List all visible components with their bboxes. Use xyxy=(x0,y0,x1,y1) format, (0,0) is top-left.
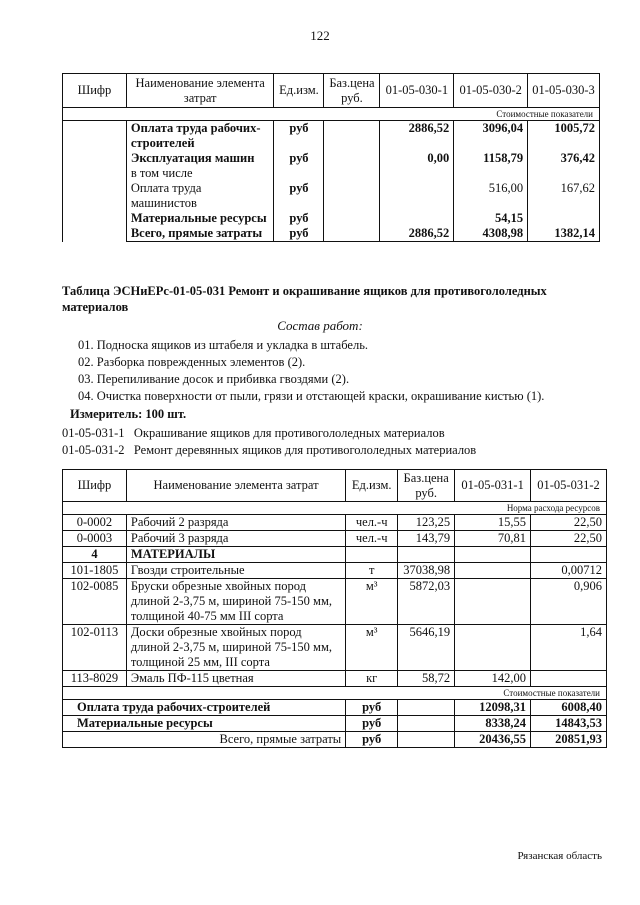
value-cell: 22,50 xyxy=(531,515,607,531)
materials-header-row xyxy=(63,547,607,563)
unit-cell: руб xyxy=(274,226,324,242)
value-cell xyxy=(528,166,600,181)
total-row xyxy=(63,732,607,748)
value-cell: 2886,52 xyxy=(380,226,454,242)
table-row xyxy=(63,226,600,242)
value-cell: 15,55 xyxy=(455,515,531,531)
unit-cell: руб xyxy=(274,181,324,211)
empty-cell xyxy=(531,547,607,563)
total-row xyxy=(63,716,607,732)
name-cell: Материальные ресурсы xyxy=(126,211,274,226)
unit-cell: т xyxy=(346,563,398,579)
col-header-name: Наименование элемента затрат xyxy=(126,470,345,502)
value-cell xyxy=(455,579,531,625)
empty-cell xyxy=(455,547,531,563)
price-cell xyxy=(398,732,455,748)
value-cell: 2886,52 xyxy=(380,121,454,152)
value-cell xyxy=(380,181,454,211)
norm-subheader-row xyxy=(63,502,607,515)
name-cell: Гвозди строительные xyxy=(126,563,345,579)
col-header-code: Шифр xyxy=(63,470,127,502)
col-header-unit: Ед.изм. xyxy=(274,74,324,108)
value-cell: 12098,31 xyxy=(455,700,531,716)
code-cell xyxy=(63,166,127,181)
value-cell: 70,81 xyxy=(455,531,531,547)
subheader-row xyxy=(63,108,600,121)
price-cell: 5872,03 xyxy=(398,579,455,625)
unit-cell: чел.-ч xyxy=(346,531,398,547)
footer-region: Рязанская область xyxy=(517,850,602,862)
unit-cell: руб xyxy=(274,211,324,226)
subheader-label: Норма расхода ресурсов xyxy=(63,502,607,515)
material-row xyxy=(63,671,607,687)
name-cell: Рабочий 2 разряда xyxy=(126,515,345,531)
value-cell xyxy=(531,671,607,687)
name-cell: Бруски обрезные хвойных пород длиной 2-3,75 м, шириной 75-150 мм, толщиной 40-75 мм III сорта xyxy=(126,579,345,625)
value-cell: 3096,04 xyxy=(454,121,528,152)
page-number: 122 xyxy=(310,28,330,43)
value-cell: 0,906 xyxy=(531,579,607,625)
operation-item: 03. Перепиливание досок и прибивка гвоздями (2). xyxy=(78,372,350,386)
unit-cell: м³ xyxy=(346,579,398,625)
materials-title: МАТЕРИАЛЫ xyxy=(126,547,345,563)
col-header-price: Баз.цена руб. xyxy=(398,470,455,502)
code-cell xyxy=(63,226,127,242)
value-cell: 8338,24 xyxy=(455,716,531,732)
value-cell: 376,42 xyxy=(528,151,600,166)
code-cell xyxy=(63,151,127,166)
subheader-label: Стоимостные показатели xyxy=(63,687,607,700)
price-cell xyxy=(324,166,380,181)
total-name: Всего, прямые затраты xyxy=(63,732,346,748)
price-cell xyxy=(324,181,380,211)
table-heading: Таблица ЭСНиЕРс-01-05-031 Ремонт и окрашивание ящиков для противогололедных материалов xyxy=(62,284,547,314)
value-cell: 20851,93 xyxy=(531,732,607,748)
value-cell xyxy=(380,166,454,181)
unit-cell: руб xyxy=(346,700,398,716)
empty-cell xyxy=(398,547,455,563)
value-cell: 4308,98 xyxy=(454,226,528,242)
material-row xyxy=(63,579,607,625)
price-cell xyxy=(324,211,380,226)
value-cell: 0,00712 xyxy=(531,563,607,579)
table-row xyxy=(63,166,600,181)
code-line-1 xyxy=(62,426,445,441)
unit-cell: руб xyxy=(346,716,398,732)
value-cell xyxy=(455,625,531,671)
code-cell xyxy=(63,121,127,152)
code-cell: 4 xyxy=(63,547,127,563)
code-cell xyxy=(63,211,127,226)
value-cell: 14843,53 xyxy=(531,716,607,732)
code-line-2 xyxy=(62,443,476,458)
col-header-price: Баз.цена руб. xyxy=(324,74,380,108)
name-cell: Оплата труда рабочих-строителей xyxy=(126,121,274,152)
material-row xyxy=(63,625,607,671)
price-cell: 37038,98 xyxy=(398,563,455,579)
code-cell: 102-0085 xyxy=(63,579,127,625)
code-cell: 113-8029 xyxy=(63,671,127,687)
code: 01-05-031-2 xyxy=(62,443,125,457)
code: 01-05-031-1 xyxy=(62,426,125,440)
value-cell xyxy=(380,211,454,226)
total-name: Материальные ресурсы xyxy=(63,716,346,732)
name-cell: в том числе xyxy=(126,166,274,181)
price-cell: 143,79 xyxy=(398,531,455,547)
col-header-v2: 01-05-031-2 xyxy=(531,470,607,502)
table-row xyxy=(63,211,600,226)
value-cell: 6008,40 xyxy=(531,700,607,716)
code-cell: 0-0003 xyxy=(63,531,127,547)
measure-unit: Измеритель: 100 шт. xyxy=(70,407,187,421)
unit-cell: руб xyxy=(346,732,398,748)
unit-cell xyxy=(274,166,324,181)
value-cell: 1382,14 xyxy=(528,226,600,242)
name-cell: Рабочий 3 разряда xyxy=(126,531,345,547)
value-cell: 0,00 xyxy=(380,151,454,166)
code-cell: 101-1805 xyxy=(63,563,127,579)
value-cell xyxy=(455,563,531,579)
price-cell xyxy=(398,716,455,732)
total-name: Оплата труда рабочих-строителей xyxy=(63,700,346,716)
resource-table-031 xyxy=(62,469,607,748)
code-text: Ремонт деревянных ящиков для противогололедных материалов xyxy=(133,443,477,457)
col-header-v1: 01-05-031-1 xyxy=(455,470,531,502)
value-cell: 1,64 xyxy=(531,625,607,671)
name-cell: Доски обрезные хвойных пород длиной 2-3,75 м, шириной 75-150 мм, толщиной 25 мм, III сорта xyxy=(126,625,345,671)
empty-cell xyxy=(346,547,398,563)
table-row xyxy=(63,121,600,152)
total-row xyxy=(63,700,607,716)
unit-cell: руб xyxy=(274,121,324,152)
code-text: Окрашивание ящиков для противогололедных материалов xyxy=(133,426,445,440)
cost-subheader-row xyxy=(63,687,607,700)
col-header-v3: 01-05-030-3 xyxy=(528,74,600,108)
name-cell: Оплата труда машинистов xyxy=(126,181,274,211)
col-header-v1: 01-05-030-1 xyxy=(380,74,454,108)
resource-row xyxy=(63,531,607,547)
operation-item: 01. Подноска ящиков из штабеля и укладка в штабель. xyxy=(78,338,369,352)
col-header-code: Шифр xyxy=(63,74,127,108)
price-cell: 5646,19 xyxy=(398,625,455,671)
subheader-label: Стоимостные показатели xyxy=(63,108,600,121)
unit-cell: м³ xyxy=(346,625,398,671)
value-cell: 54,15 xyxy=(454,211,528,226)
value-cell: 22,50 xyxy=(531,531,607,547)
work-composition-title: Состав работ: xyxy=(277,318,363,333)
table-row xyxy=(63,151,600,166)
name-cell: Эмаль ПФ-115 цветная xyxy=(126,671,345,687)
price-cell xyxy=(324,121,380,152)
name-cell: Всего, прямые затраты xyxy=(126,226,274,242)
value-cell: 20436,55 xyxy=(455,732,531,748)
col-header-v2: 01-05-030-2 xyxy=(454,74,528,108)
price-cell xyxy=(324,151,380,166)
table-row xyxy=(63,181,600,211)
price-cell xyxy=(398,700,455,716)
value-cell xyxy=(454,166,528,181)
value-cell: 516,00 xyxy=(454,181,528,211)
material-row xyxy=(63,563,607,579)
value-cell: 142,00 xyxy=(455,671,531,687)
price-cell xyxy=(324,226,380,242)
price-cell: 58,72 xyxy=(398,671,455,687)
value-cell xyxy=(528,211,600,226)
resource-row xyxy=(63,515,607,531)
value-cell: 1005,72 xyxy=(528,121,600,152)
operation-item: 02. Разборка поврежденных элементов (2). xyxy=(78,355,306,369)
unit-cell: чел.-ч xyxy=(346,515,398,531)
value-cell: 167,62 xyxy=(528,181,600,211)
unit-cell: кг xyxy=(346,671,398,687)
name-cell: Эксплуатация машин xyxy=(126,151,274,166)
value-cell: 1158,79 xyxy=(454,151,528,166)
cost-table-030 xyxy=(62,73,600,242)
operation-item: 04. Очистка поверхности от пыли, грязи и отстающей краски, окрашивание кистью (1). xyxy=(78,389,545,403)
code-cell: 102-0113 xyxy=(63,625,127,671)
code-cell xyxy=(63,181,127,211)
price-cell: 123,25 xyxy=(398,515,455,531)
col-header-name: Наименование элемента затрат xyxy=(126,74,274,108)
unit-cell: руб xyxy=(274,151,324,166)
col-header-unit: Ед.изм. xyxy=(346,470,398,502)
code-cell: 0-0002 xyxy=(63,515,127,531)
